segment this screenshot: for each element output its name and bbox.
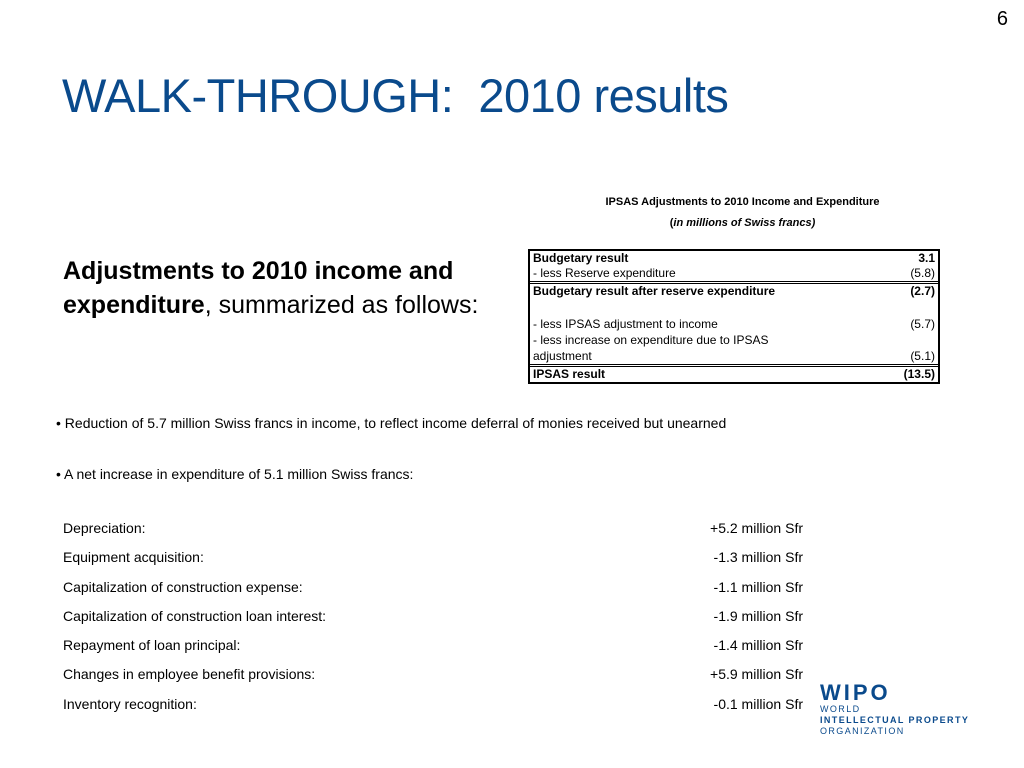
row-value: (5.8) [910, 266, 935, 280]
row-value: (2.7) [910, 284, 935, 298]
heading-normal: , summarized as follows: [204, 291, 479, 319]
row-label: - less Reserve expenditure [533, 266, 676, 280]
item-amount: +5.2 million Sfr [710, 520, 803, 536]
item-amount: -1.3 million Sfr [713, 549, 803, 566]
list-item [63, 664, 803, 693]
table-caption-title: IPSAS Adjustments to 2010 Income and Expenditure [605, 196, 880, 208]
row-label: - less IPSAS adjustment to income [533, 317, 718, 331]
item-label: Equipment acquisition: [63, 549, 204, 566]
logo-wordmark: WIPO [820, 680, 891, 705]
table-row-less-reserve [530, 266, 938, 281]
slide-number: 6 [996, 8, 1008, 30]
list-item [63, 547, 803, 576]
logo-line-ip: INTELLECTUAL PROPERTY [820, 715, 970, 725]
table-row-budgetary-result [530, 251, 938, 266]
table-row-expenditure [530, 332, 938, 364]
slide-title: WALK-THROUGH: 2010 results [62, 69, 729, 122]
wipo-logo [820, 682, 969, 737]
item-label: Inventory recognition: [63, 695, 197, 712]
item-label: Depreciation: [63, 520, 146, 536]
row-value: 3.1 [918, 251, 935, 265]
table-row-ipsas-income [530, 317, 938, 332]
item-label: Capitalization of construction expense: [63, 578, 303, 595]
logo-line-world: WORLD [820, 704, 861, 714]
item-amount: -1.4 million Sfr [713, 637, 803, 654]
expenditure-breakdown-list [63, 518, 803, 723]
row-label: - less increase on expenditure due to IPSAS adjustment [533, 333, 769, 363]
table-caption-unit: (in millions of Swiss francs) [669, 217, 816, 229]
row-value: (5.7) [910, 317, 935, 331]
item-amount: -1.1 million Sfr [713, 578, 803, 595]
table-row-after-reserve [530, 281, 938, 299]
bullet-expenditure-increase: • A net increase in expenditure of 5.1 million Swiss francs: [56, 466, 414, 482]
row-label: IPSAS result [533, 367, 606, 381]
list-item [63, 518, 803, 547]
table-caption [530, 195, 955, 237]
row-value: (13.5) [903, 367, 935, 381]
item-amount: +5.9 million Sfr [710, 666, 803, 683]
item-amount: -0.1 million Sfr [713, 695, 803, 712]
logo-line-org: ORGANIZATION [820, 726, 905, 736]
list-item [63, 694, 803, 723]
table-spacer [530, 299, 938, 317]
item-label: Capitalization of construction loan interest: [63, 607, 327, 624]
bullet-income-reduction: • Reduction of 5.7 million Swiss francs in income, to reflect income deferral of monies received but unearned [56, 415, 727, 431]
heading-bold: Adjustments to 2010 income and expenditure [63, 257, 454, 319]
item-amount: -1.9 million Sfr [713, 607, 803, 624]
row-label: Budgetary result [533, 251, 629, 265]
item-label: Repayment of loan principal: [63, 637, 241, 654]
item-label: Changes in employee benefit provisions: [63, 666, 316, 683]
row-label: Budgetary result after reserve expenditure [533, 284, 776, 298]
list-item [63, 635, 803, 664]
row-value: (5.1) [910, 349, 935, 363]
table-row-ipsas-result [530, 364, 938, 382]
list-item [63, 606, 803, 635]
list-item [63, 577, 803, 606]
adjustments-heading [63, 254, 503, 322]
ipsas-adjustment-table [528, 249, 940, 384]
